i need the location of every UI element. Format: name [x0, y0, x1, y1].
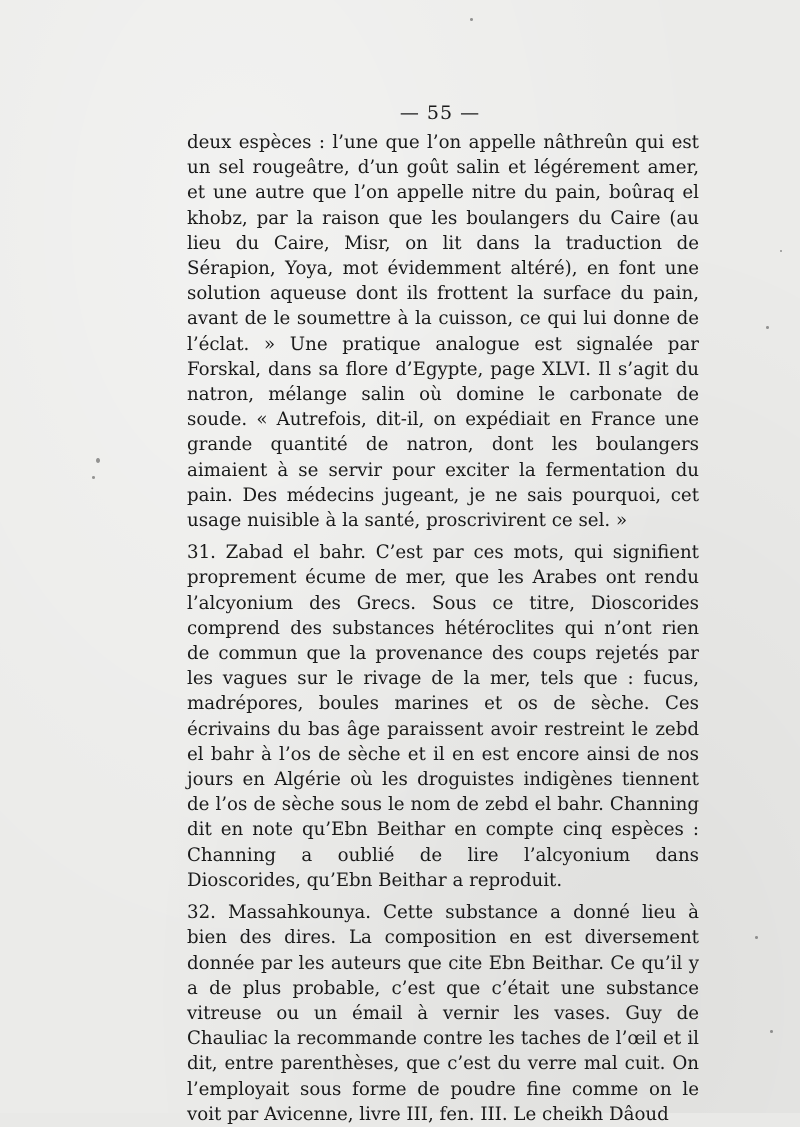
- paragraph: 32. Massahkounya. Cette substance a donné lieu à bien des dires. La composition en est diversement donnée par les auteurs que cite Ebn Beithar. Ce qu’il y a de plus probable, c’est que c’était une substance vitreuse ou un émail à vernir les vases. Guy de Chauliac la recommande contre les taches de l’œil et il dit, entre parenthèses, que c’est du verre mal cuit. On l’employait sous forme de poudre fine comme on le voit par Avicenne, livre III, fen. III. Le cheikh Dâoud: [187, 902, 699, 1125]
- ink-speck: [92, 476, 95, 479]
- paragraph: 31. Zabad el bahr. C’est par ces mots, qui signifient proprement écume de mer, que les Arabes ont rendu l’alcyonium des Grecs. Sous ce titre, Dioscorides comprend des substances hétéroclites qui n’ont rien de commun que la provenance des coups rejetés par les vagues sur le rivage de la mer, tels que : fucus, madrépores, boules marines et os de sèche. Ces écrivains du bas âge paraissent avoir restreint le zebd el bahr à l’os de sèche et il en est encore ainsi de nos jours en Algérie où les droguistes indigènes tiennent de l’os de sèche sous le nom de zebd el bahr. Channing dit en note qu’Ebn Beithar en compte cinq espèces : Channing a oublié de lire l’alcyonium dans Dioscorides, qu’Ebn Beithar a reproduit.: [187, 542, 699, 891]
- ink-speck: [755, 936, 758, 939]
- ink-speck: [96, 458, 100, 463]
- paragraph: deux espèces : l’une que l’on appelle nâthreûn qui est un sel rougeâtre, d’un goût salin et légérement amer, et une autre que l’on appelle nitre du pain, boûraq el khobz, par la raison que les boulangers du Caire (au lieu du Caire, Misr, on lit dans la traduction de Sérapion, Yoya, mot évidemment altéré), en font une solution aqueuse dont ils frottent la surface du pain, avant de le soumettre à la cuisson, ce qui lui donne de l’éclat. » Une pratique analogue est signalée par Forskal, dans sa flore d’Egypte, page XLVI. Il s’agit du natron, mélange salin où domine le carbonate de soude. « Autrefois, dit-il, on expédiait en France une grande quantité de natron, dont les boulangers aimaient à se servir pour exciter la fermentation du pain. Des médecins jugeant, je ne sais pourquoi, cet usage nuisible à la santé, proscrivirent ce sel. »: [187, 132, 699, 532]
- ink-speck: [770, 1030, 773, 1033]
- ink-speck: [780, 250, 782, 252]
- body-text: [187, 130, 699, 1127]
- ink-speck: [766, 326, 769, 329]
- ink-speck: [470, 18, 473, 21]
- page-number: — 55 —: [399, 102, 481, 124]
